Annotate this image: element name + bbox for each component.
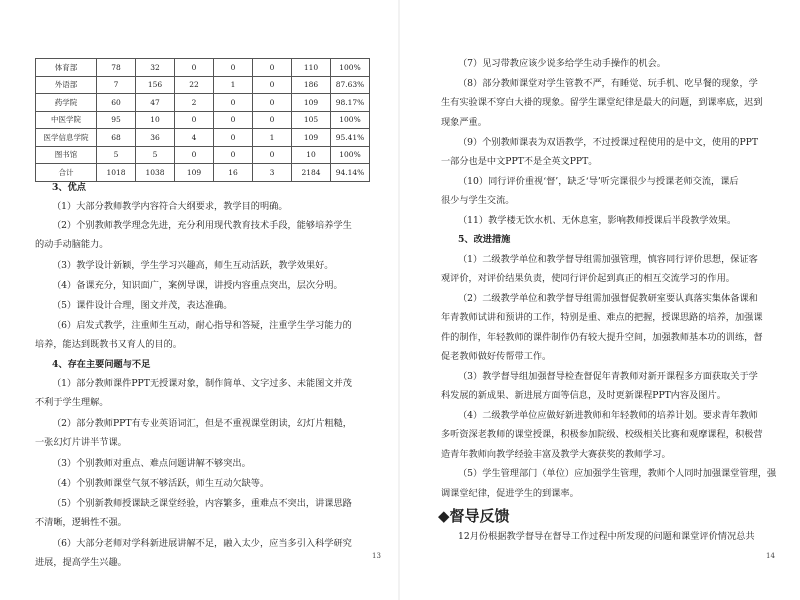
paragraph-line: （10）同行评价重视‘督’，缺乏‘导’听完课很少与授课老师交流，课后 [458,176,739,187]
table-cell: 95.41% [331,129,370,147]
paragraph-line: （4）备课充分，知识面广，案例导课，讲授内容重点突出，层次分明。 [52,280,343,291]
table-cell: 36 [136,129,175,147]
row-label-cell: 药学院 [36,94,97,112]
table-cell: 1018 [97,164,136,182]
paragraph-line: （1）部分教师课件PPT无授课对象，制作简单、文字过多、未能图文并茂 [52,378,352,389]
paragraph-line: 生有实验课不穿白大褂的现象。留学生课堂纪律是最大的问题，到课率底，迟到 [441,97,763,108]
paragraph-line: （4）个别教师课堂气氛不够活跃，师生互动欠缺等。 [52,478,270,489]
table-cell: 0 [214,129,253,147]
table-cell: 100% [331,59,370,77]
table-row [36,59,370,77]
paragraph-line: （7）见习带教应该少说多给学生动手操作的机会。 [458,58,666,69]
table-cell: 0 [253,76,292,94]
paragraph-line: 12月份根据教学督导在督导工作过程中所发现的问题和课堂评价情况总共 [458,531,755,542]
paragraph-line: （2）部分教师PPT有专业英语词汇，但是不重视课堂朗读，幻灯片粗糙， [52,418,352,429]
table-cell: 7 [97,76,136,94]
section-heading-strengths: 3、优点 [52,182,86,193]
table-cell: 68 [97,129,136,147]
table-cell: 0 [253,111,292,129]
table-cell: 0 [214,146,253,164]
paragraph-line: 件的制作，年轻教师的课件制作仍有较大提升空间，加强教师基本功的训练，督 [441,332,763,343]
table-cell: 109 [292,94,331,112]
paragraph-line: 很少与学生交流。 [441,195,515,206]
table-cell: 3 [253,164,292,182]
paragraph-line: 的动手动脑能力。 [35,239,109,250]
section-heading-improvements: 5、改进措施 [458,234,511,245]
paragraph-line: 年青教师试讲和预讲的工作，特别是重、难点的把握，授课思路的培养，加强课 [441,312,763,323]
table-cell: 0 [175,111,214,129]
table-cell: 109 [175,164,214,182]
section-title-feedback: ◆督导反馈 [438,507,510,525]
paragraph-line: （3）教学督导组加强督导检查督促年青教师对新开课程多方面获取关于学 [458,371,758,382]
table-cell: 5 [97,146,136,164]
paragraph-line: 培养，能达到既教书又育人的目的。 [35,339,182,350]
row-label-cell: 医学信息学院 [36,129,97,147]
table-cell: 22 [175,76,214,94]
table-cell: 78 [97,59,136,77]
paragraph-line: （9）个别教师课表为双语教学，不过授课过程使用的是中文，使用的PPT [458,137,758,148]
paragraph-line: （6）大部分老师对学科新进展讲解不足，融入太少，应当多引入科学研究 [52,538,352,549]
paragraph-line: （1）二级教学单位和教学督导组需加强管理，慎容同行评价思想，保证客 [458,254,758,265]
table-cell: 109 [292,129,331,147]
table-cell: 2184 [292,164,331,182]
paragraph-line: （11）教学楼无饮水机、无休息室，影响教师授课后半段教学效果。 [458,215,737,226]
paragraph-line: 观评价，对评价结果负责，使同行评价起到真正的相互交流学习的作用。 [441,273,735,284]
table-cell: 10 [292,146,331,164]
table-cell: 0 [253,146,292,164]
section-heading-problems: 4、存在主要问题与不足 [52,359,151,370]
table-cell: 87.63% [331,76,370,94]
paragraph-line: （5）课件设计合理，图文并茂，表达准确。 [52,300,233,311]
statistics-table [35,58,370,182]
table-row [36,146,370,164]
paragraph-line: （5）学生管理部门（单位）应加强学生管理，教师个人同时加强课堂管理，强 [458,468,777,479]
table-cell: 60 [97,94,136,112]
paragraph-line: 一部分也是中文PPT不是全英文PPT。 [441,156,598,167]
table-cell: 1 [253,129,292,147]
table-cell: 186 [292,76,331,94]
page-number: 14 [766,552,775,560]
paragraph-line: 进展，提高学生兴趣。 [35,557,127,568]
table-cell: 1 [214,76,253,94]
row-label-cell: 体育部 [36,59,97,77]
table-cell: 1038 [136,164,175,182]
table-row [36,129,370,147]
paragraph-line: （3）教学设计新颖，学生学习兴趣高，师生互动活跃，教学效果好。 [52,260,334,271]
table-cell: 110 [292,59,331,77]
paragraph-line: （5）个别新教师授课缺乏课堂经验，内容繁多，重难点不突出，讲课思路 [52,498,352,509]
table-cell: 0 [175,59,214,77]
table-cell: 100% [331,146,370,164]
table-cell: 0 [214,94,253,112]
table-row [36,76,370,94]
paragraph-line: （8）部分教师课堂对学生管教不严，有睡觉、玩手机、吃早餐的现象，学 [458,78,758,89]
table-cell: 0 [175,146,214,164]
paragraph-line: （4）二级教学单位应做好新进教师和年轻教师的培养计划。要求青年教师 [458,410,758,421]
paragraph-line: 造青年教师向教学经验丰富及教学大赛获奖的教师学习。 [441,449,671,460]
paragraph-line: 调课堂纪律，促进学生的到课率。 [441,488,579,499]
paragraph-line: 现象严重。 [441,117,487,128]
paragraph-line: （2）二级教学单位和教学督导组需加强督促教研室要认真落实集体备课和 [458,293,758,304]
paragraph-line: 不利于学生理解。 [35,397,109,408]
row-label-cell: 图书馆 [36,146,97,164]
table-row [36,111,370,129]
table-cell: 32 [136,59,175,77]
right-page [400,0,800,600]
paragraph-line: （1）大部分教师教学内容符合大纲要求，教学目的明确。 [52,201,288,212]
paragraph-line: 科发展的新成果、新进展方面等信息，及时更新课程PPT内容及图片。 [441,390,726,401]
table-cell: 95 [97,111,136,129]
table-cell: 0 [253,59,292,77]
table-cell: 156 [136,76,175,94]
row-label-cell: 中医学院 [36,111,97,129]
table-cell: 98.17% [331,94,370,112]
table-cell: 16 [214,164,253,182]
table-cell: 94.14% [331,164,370,182]
table-cell: 2 [175,94,214,112]
table-row [36,94,370,112]
paragraph-line: 一张幻灯片讲半节课。 [35,437,127,448]
row-label-cell: 外语部 [36,76,97,94]
table-cell: 5 [136,146,175,164]
row-label-cell: 合计 [36,164,97,182]
table-cell: 100% [331,111,370,129]
paragraph-line: 不清晰，逻辑性不强。 [35,517,127,528]
table-cell: 4 [175,129,214,147]
paragraph-line: （2）个别教师教学理念先进，充分利用现代教育技术手段，能够培养学生 [52,220,352,231]
table-cell: 105 [292,111,331,129]
table-cell: 0 [214,59,253,77]
paragraph-line: （6）启发式教学，注重师生互动，耐心指导和答疑，注重学生学习能力的 [52,320,352,331]
table-cell: 10 [136,111,175,129]
paragraph-line: 促老教师做好传帮带工作。 [441,351,552,362]
page-number: 13 [372,552,381,560]
table-cell: 0 [214,111,253,129]
table-row [36,164,370,182]
paragraph-line: （3）个别教师对重点、难点问题讲解不够突出。 [52,458,251,469]
table-cell: 47 [136,94,175,112]
table-cell: 0 [253,94,292,112]
paragraph-line: 多听资深老教师的课堂授课，积极参加院级、校级相关比赛和观摩课程，积极营 [441,429,763,440]
